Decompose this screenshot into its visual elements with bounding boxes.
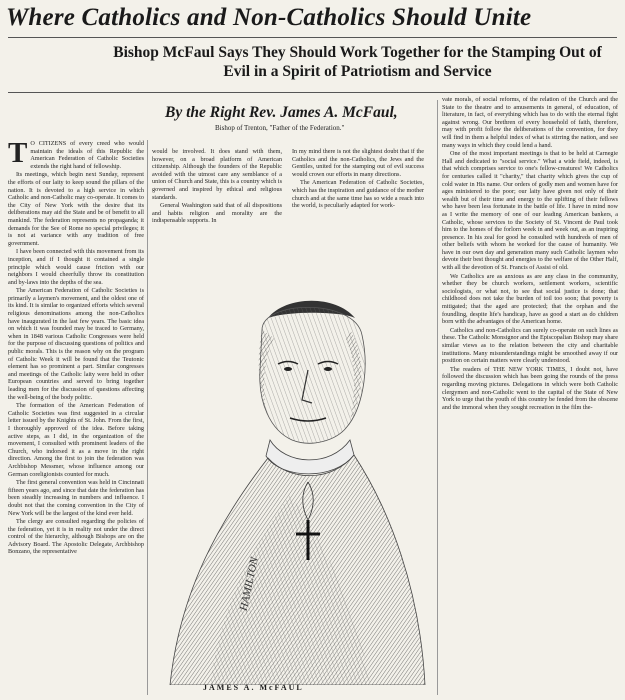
byline: By the Right Rev. James A. McFaul, <box>165 104 398 121</box>
paragraph: We Catholics are as anxious as are any class in the community, whether they be church workers, settlement workers, scientific sociologists, or what not, to see that social justice is done; that childhood does not take the burden of toil too soon; that poverty is mitigated; that the aged are protected; that the orphan and the foundling, despite life's handicap, have as good a start as do children born with the advantages of the American home. <box>442 272 618 326</box>
headline: Where Catholics and Non-Catholics Should Unite <box>6 4 532 31</box>
paragraph: The American Federation of Catholic Societies, which has the inspiration and guidance of the mother church and at the same time has so wide a reach into the world, is peculiarly adapted for work- <box>292 179 424 210</box>
paragraph: In my mind there is not the slightest doubt that if the Catholics and the non-Catholics, the Jews and the Gentiles, united for the stamping out of evil success would crown our efforts in many directions. <box>292 148 424 178</box>
paragraph: The clergy are consulted regarding the policies of the federation, yet it is in reality not under the direct control of the hierarchy, although Bishops are on the Advisory Board. The Apostolic Delegate, Archbishop Bonzano, the representative <box>8 518 144 556</box>
article-column-2 <box>152 148 282 288</box>
paragraph: The formation of the American Federation of Catholic Societies was first suggested in a circular letter issued by the Knights of St. John. From the first, I thoroughly approved of the idea. Before taking active steps, as I did, in the organization of the movement, I consulted with prominent leaders of the Church, who indorsed it as a move in the right direction. Among the first to join the federation was Archbishop Messmer, whose influence among our German coreligionists counted for much. <box>8 402 144 478</box>
article-column-1 <box>8 140 144 695</box>
headline-rule <box>8 37 617 38</box>
column-divider <box>147 140 148 695</box>
paragraph: The American Federation of Catholic Societies is primarily a laymen's movement, and the oldest one of its kind. It is similar to organized efforts which several religious denominations among the non-Catholics have inaugurated in the last few years. The basic idea on which it was founded may be traced to Germany, when in 1848 various Catholic Congresses were held for the purpose of discussing questions of politics and public morals. This is the reason why on the program of Catholic Week it will be found that the Teutonic element has so prominent a part. Similar congresses and meetings of the Catholic laity were held in other European countries and served to bring together leading men for the discussion of questions affecting the well-being of the body politic. <box>8 287 144 401</box>
paragraph: T O CITIZENS of every creed who would maintain the ideals of this Republic the American Federation of Catholic Societies extends the right hand of fellowship. <box>8 140 144 170</box>
paragraph: The readers of THE NEW YORK TIMES, I doubt not, have followed the discussion which has been going the rounds of the press regarding moving pictures. Delegations in which were both Catholic clergymen and non-Catholic went to the capital of the State of New York to urge that the youth of this country be fended from the obscene and the immoral when they sought recreation in the film the- <box>442 365 618 411</box>
portrait-sketch <box>150 290 435 685</box>
portrait-caption: JAMES A. McFAUL <box>203 683 304 692</box>
subhead-rule <box>8 92 617 93</box>
column-divider <box>437 100 438 695</box>
artist-signature: HAMILTON <box>237 556 261 612</box>
drop-cap: T <box>8 140 28 169</box>
paragraph: Its meetings, which begin next Sunday, represent the efforts of our laity to keep sound the pillars of the nation. It is devoted to a high service in which Catholic and non-Catholic may co-operate. It comes to the City of New York with the desire that its deliberations may aid the State and be of benefit to all mankind. The federation represents no propaganda; it demands for the See of Rome no special privileges; it is not at variance with any tradition of free government. <box>8 171 144 247</box>
paragraph: Catholics and non-Catholics can surely co-operate on such lines as these. The Catholic Monsignor and the Episcopalian Bishop may share similar views as to the relation between the city and charitable institutions. Many misunderstandings might be smoothed away if our position on certain matters were clearly understood. <box>442 326 618 365</box>
paragraph: The first general convention was held in Cincinnati fifteen years ago, and since that date the federation has been steadily increasing in numbers and influence. I doubt not that the coming convention in the City of New York will be the largest of the kind ever held. <box>8 479 144 517</box>
article-column-4 <box>442 96 618 696</box>
subhead: Bishop McFaul Says They Should Work Together for the Stamping Out of Evil in a Spirit of Patriotism and Service <box>113 44 602 80</box>
paragraph: I have been connected with this movement from its inception, and if I thought it contained a single principle which would cause friction with our neighbors I would cheerfully throw its constitution and by-laws into the depths of the sea. <box>8 248 144 286</box>
paragraph: would be involved. It does stand with them, however, on a broad platform of American citizenship. Although the founders of the Republic avoided with the utmost care any semblance of a union of Church and State, this is a country which is governed and inspired by ethical and religious standards. <box>152 148 282 201</box>
paragraph: vate morals, of social reforms, of the relation of the Church and the State to the theatre and to amusements in general, of education, of literature, in fact, of everything which has to do with the eternal fight against wrong. Our brethren of every household of faith, therefore, may with profit follow the deliberations of the convention, for they will find in them a helpful index of what is stirring the nation, and see many ways in which they could lend a hand. <box>442 96 618 149</box>
byline-subtitle: Bishop of Trenton, "Father of the Federation." <box>215 124 345 132</box>
paragraph: One of the most important meetings is that to be held at Carnegie Hall and dedicated to "social service." What a wide field, indeed, is that which comprises service to one's fellow-creatures! We Catholics for centuries called it "charity," that charity which gives the cup of cold water in His name. Our orders of godly men and women have for ages ministered to the poor; our laity have given not only of their wealth but of their time and energy to the uplifting of their fellows who have been less fortunate in the battle of life. I have in mind now as I write the memory of one of our leading American bankers, a Catholic, whose services to the Society of St. Vincent de Paul took him to the homes of the forlorn week in and week out, as an inspiring presence. In his zeal for good he consulted with hundreds of men of other beliefs with whom he worked for the cause of humanity. We have in our own day and generation many such Catholic laymen who devote their best thought and energies to the welfare of the Other Half, with all the devotion of St. Francis of Assisi of old. <box>442 150 618 272</box>
article-column-3 <box>292 148 424 288</box>
paragraph: General Washington said that of all dispositions and habits religion and morality are the indispensable supports. In <box>152 202 282 225</box>
